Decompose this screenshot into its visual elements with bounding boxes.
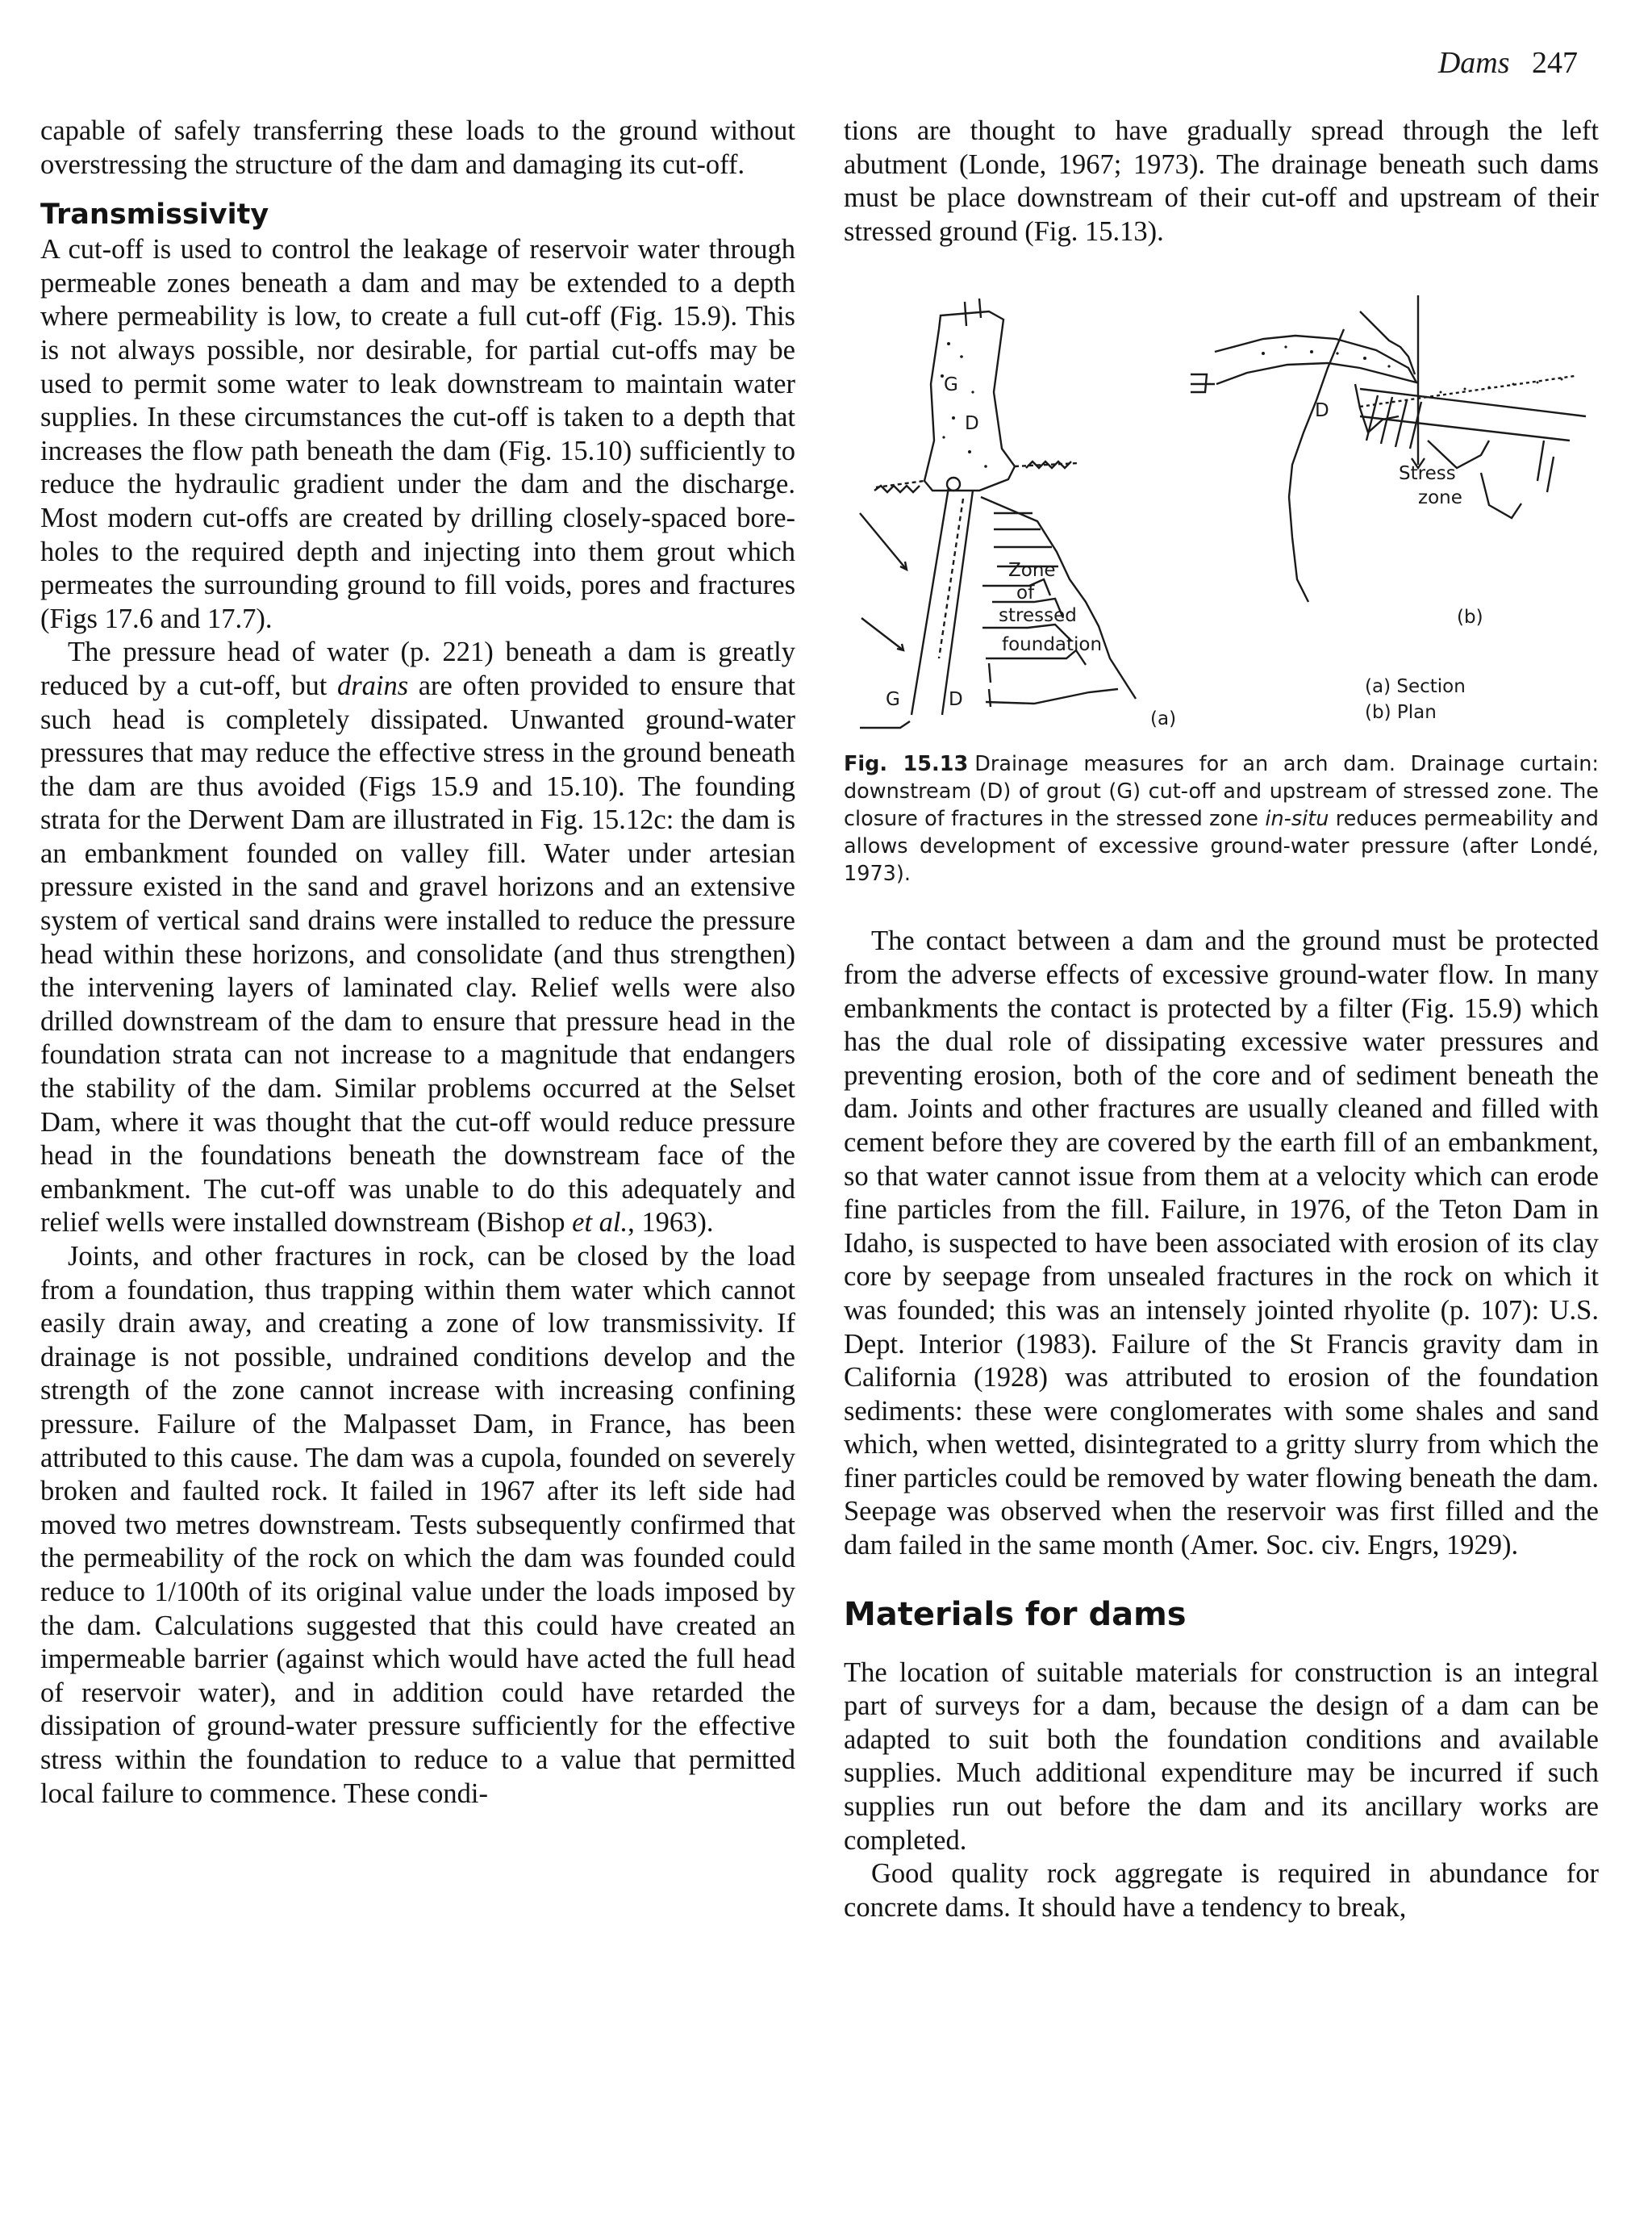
texture-dots — [941, 342, 1563, 468]
plan-right-bank-upper — [1360, 311, 1415, 374]
dot — [1537, 382, 1539, 384]
plan-stress-line — [1360, 416, 1570, 441]
label-section-a: (a) — [1150, 708, 1177, 730]
dot — [960, 356, 963, 359]
page-number: 247 — [1532, 46, 1578, 80]
text-span: , 1963). — [628, 1207, 714, 1239]
label-of: of — [1016, 583, 1035, 604]
dot — [1387, 366, 1390, 368]
dot — [1561, 378, 1563, 381]
plan-right-marks — [1537, 441, 1554, 492]
caption-text: reduces permeability and allows development of excessive ground-water pressure (after Londé, 1973). — [844, 807, 1599, 887]
dot — [952, 416, 955, 420]
stressed-zone-boundary — [981, 497, 1136, 699]
legend-plan: (b) Plan — [1365, 702, 1437, 724]
dam-section-outline — [924, 311, 1015, 491]
figure-drawing — [844, 279, 1599, 739]
dot — [968, 450, 971, 453]
label-d-top: D — [965, 413, 979, 435]
caption-number: Fig. 15.13 — [844, 752, 969, 777]
label-d-bottom: D — [949, 689, 963, 711]
text-span: The pressure head of water (p. 221) beneath a dam is greatly reduced by a cut-off, but — [40, 637, 795, 701]
dot — [984, 466, 987, 469]
emphasis-drains: drains — [336, 670, 409, 701]
left-column — [40, 115, 795, 1811]
plan-valley-wall — [1289, 329, 1344, 602]
label-stressed: stressed — [999, 605, 1077, 627]
label-zone: Zone — [1008, 560, 1056, 582]
dot — [1512, 383, 1515, 386]
dot — [1262, 352, 1265, 355]
spacer — [844, 888, 1599, 925]
drain-line — [942, 491, 973, 715]
label-zone-b: zone — [1418, 487, 1462, 509]
label-d-plan: D — [1315, 400, 1329, 422]
dot — [971, 391, 974, 394]
ground-surface-line — [876, 463, 1078, 487]
dot — [1310, 350, 1313, 353]
paragraph-contact: The contact between a dam and the ground must be protected from the adverse effects of excessive ground-water flow. In many embankments the contact is protected by a filter (Fig. 15.9) which has the dual role of dissipating excessive water pressures and preventing erosion, both of the core and of sediment beneath the dam. Joints and other fractures are usually cleaned and filled with cement before they are covered by the earth fill of an embankment, so that water cannot issue from them at a velocity which can erode fine particles from the fill. Failure, in 1976, of the Teton Dam in Idaho, is suspected to have been associated with erosion of its clay core by seepage from unsealed fractures in the rock on which it was founded; this was an intensely jointed rhyolite (p. 107): U.S. Dept. Interior (1983). Failure of the St Francis gravity dam in California (1928) was attributed to erosion of the foundation sediments: these were conglomerates with some shales and sand which, when wetted, disintegrated to a gritty slurry from which the finer particles could be removed by water flowing beneath the dam. Seepage was observed when the reservoir was first filled and the dam failed in the same month (Amer. Soc. civ. Engrs, 1929). — [844, 925, 1599, 1561]
dot — [947, 342, 950, 345]
label-g-bottom: G — [886, 689, 900, 711]
dot — [942, 437, 945, 439]
ground-hatch-left — [874, 486, 920, 492]
label-foundation: foundation — [1002, 634, 1103, 656]
paragraph-pressure-head — [40, 636, 795, 1240]
right-column — [844, 115, 1599, 1924]
base-line — [860, 721, 910, 728]
dot — [1363, 357, 1366, 360]
text-span: are often provided to ensure that such head is completely dissipated. Unwanted ground-water pressures that may reduce the effective stress in the ground beneath the dam are thus avoided (Figs 15.9 and 15.10). The founding strata for the Derwent Dam are illustrated in Fig. 15.12c: the dam is an embankment founded on valley fill. Water under artesian pressure existed in the sand and gravel horizons and an extensive system of vertical sand drains were installed to reduce the pressure head within these horizons, and consolidate (and thus strengthen) the intervening layers of laminated clay. Relief wells were also drilled downstream of the dam to ensure that pressure head in the foundation strata can not increase to a magnitude that endangers the stability of the dam. Similar problems occurred at the Selset Dam, where it was thought that the cut-off would reduce pressure head in the foundations beneath the downstream face of the embankment. The cut-off was unable to do this adequately and relief wells were installed downstream (Bishop — [40, 670, 795, 1239]
paragraph-cutoff: A cut-off is used to control the leakage of reservoir water through permeable zones beneath a dam and may be extended to a depth where permeability is low, to create a full cut-off (Fig. 15.9). This is not always possible, nor desirable, for partial cut-offs may be used to permit some water to leak downstream to maintain water supplies. In these circumstances the cut-off is taken to a depth that increases the flow path beneath the dam (Fig. 15.10) sufficiently to reduce the hydraulic gradient under the dam and the discharge. Most modern cut-offs are created by drilling closely-spaced bore-holes to the required depth and injecting into them grout which permeates the surrounding ground to fill voids, pores and fractures (Figs 17.6 and 17.7). — [40, 234, 795, 634]
figure-caption — [844, 750, 1599, 888]
section-heading-transmissivity: Transmissivity — [40, 198, 269, 232]
running-head — [1438, 45, 1578, 81]
drain-gallery-circle — [947, 478, 960, 491]
running-head-title: Dams — [1437, 46, 1510, 80]
paragraph-location: The location of suitable materials for construction is an integral part of surveys for a dam, because the design of a dam can be adapted to suit both the foundation conditions and available supplies. Much additional expenditure may be incurred if such supplies run out before the dam and its ancillary works are completed. — [844, 1656, 1599, 1856]
arrow-lower — [861, 618, 903, 650]
tick-marks — [989, 663, 991, 707]
emphasis-et-al: et al. — [572, 1207, 628, 1239]
section-heading-materials: Materials for dams — [844, 1595, 1187, 1633]
legend-section: (a) Section — [1365, 676, 1466, 698]
dot — [1336, 353, 1338, 355]
paragraph-joints: Joints, and other fractures in rock, can be closed by the load from a foundation, thus trapping within them water which cannot easily drain away, and creating a zone of low transmissivity. If drainage is not possible, undrained conditions develop and the strength of the zone cannot increase with increasing confining pressure. Failure of the Malpasset Dam, in France, has been attributed to this cause. The dam was a cupola, founded on severely broken and faulted rock. It failed in 1967 after its left side had moved two metres downstream. Tests subsequently confirmed that the permeability of the rock on which the dam was founded could reduce to 1/100th of its original value under the loads imposed by the dam. Calculations suggested that this could have created an impermeable barrier (against which would have acted the full head of reservoir water), and in addition could have retarded the dissipation of ground-water pressure sufficiently for the effective stress within the foundation to reduce to a value that permitted local failure to commence. These condi- — [40, 1241, 795, 1809]
label-plan-b: (b) — [1457, 607, 1483, 629]
dot — [1488, 386, 1491, 389]
label-g-top: G — [944, 374, 958, 396]
caption-emphasis-in-situ: in-situ — [1265, 807, 1329, 832]
grout-curtain-line — [912, 487, 949, 715]
paragraph-aggregate: Good quality rock aggregate is required in abundance for concrete dams. It should have a tendency to break, — [844, 1858, 1599, 1923]
caption-text: Drainage measures for an arch dam. Drainage curtain: downstream (D) of grout (G) cut-off and upstream of stressed zone. The closure of fractures in the stressed zone — [844, 752, 1599, 832]
bottom-bracket — [986, 689, 1118, 704]
dot — [1440, 391, 1442, 394]
stress-zone-tail — [1481, 473, 1521, 518]
plan-left-abutment — [1191, 374, 1215, 392]
figure-15-13 — [844, 279, 1599, 739]
dot — [1284, 346, 1287, 349]
dot — [1464, 388, 1466, 391]
arch-dam-plan-outline — [1215, 336, 1416, 384]
intro-paragraph: capable of safely transferring these loads to the ground without overstressing the structure of the dam and damaging its cut-off. — [40, 115, 795, 180]
label-stress: Stress — [1399, 463, 1456, 485]
arrow-upper — [860, 513, 907, 570]
paragraph-continuation: tions are thought to have gradually spread through the left abutment (Londe, 1967; 1973). The drainage beneath such dams must be place downstream of their cut-off and upstream of their stressed ground (Fig. 15.13). — [844, 115, 1599, 247]
